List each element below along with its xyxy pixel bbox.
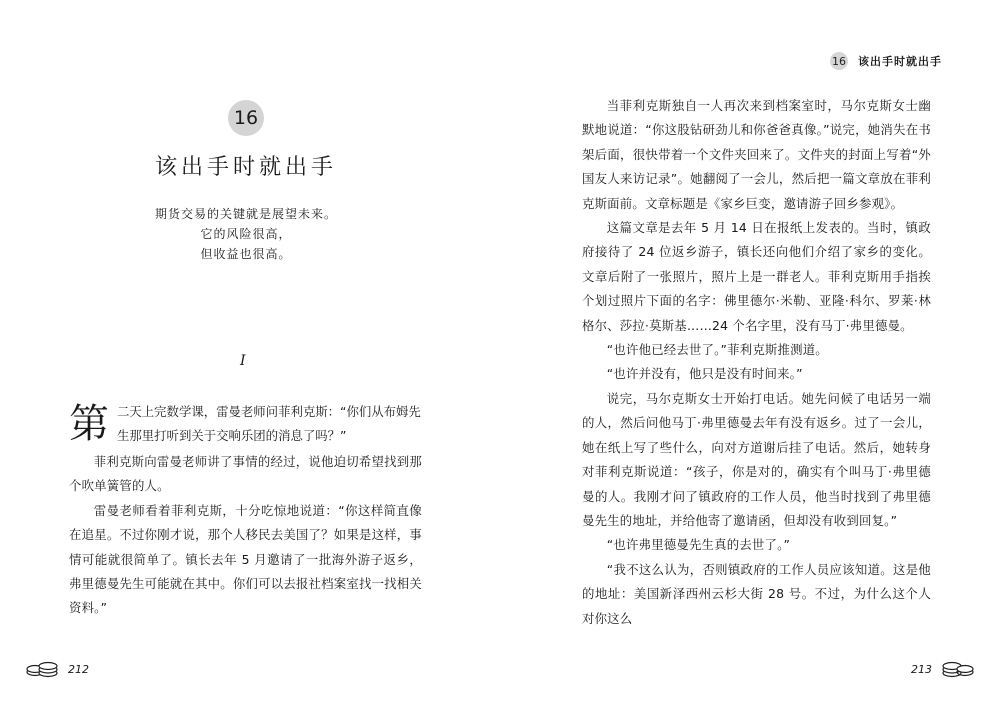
running-header-number: 16	[830, 52, 848, 70]
body-text	[582, 94, 931, 631]
epigraph-line: 期货交易的关键就是展望未来。	[154, 207, 337, 221]
paragraph: 当菲利克斯独自一人再次来到档案室时，马尔克斯女士幽默地说道：“你这股钻研劲儿和你爸爸真像。”说完，她消失在书架后面，很快带着一个文件夹回来了。文件夹的封面上写着“外国友人来访记录”。她翻阅了一会儿，然后把一篇文章放在菲利克斯面前。文章标题是《家乡巨变，邀请游子回乡参观》。	[582, 98, 931, 211]
epigraph-line: 它的风险很高，	[200, 227, 292, 241]
body-text	[69, 450, 422, 621]
paragraph: 菲利克斯向雷曼老师讲了事情的经过，说他迫切希望找到那个吹单簧管的人。	[69, 454, 422, 494]
paragraph: “也许弗里德曼先生真的去世了。”	[606, 537, 791, 553]
chapter-number-badge: 16	[228, 100, 264, 136]
folio	[911, 660, 974, 678]
paragraph: “也许他已经去世了。”菲利克斯推测道。	[606, 342, 828, 358]
running-header-title: 该出手时就出手	[858, 55, 942, 68]
opening-paragraph	[69, 400, 422, 449]
epigraph	[0, 204, 492, 264]
drop-cap: 第	[69, 401, 109, 447]
folio	[26, 660, 89, 678]
paragraph: “也许并没有，他只是没有时间来。”	[606, 366, 803, 382]
paragraph: 雷曼老师看着菲利克斯，十分吃惊地说道：“你这样简直像在追星。不过你刚才说，那个人移民去美国了？如果是这样，事情可能就很简单了。镇长去年 5 月邀请了一批海外游子返乡，弗里德曼先生可能就在其中。你们可以去报社档案室找一找相关资料。”	[69, 502, 422, 616]
paragraph: 说完，马尔克斯女士开始打电话。她先问候了电话另一端的人，然后问他马丁·弗里德曼去年有没有返乡。过了一会儿，她在纸上写了些什么，向对方道谢后挂了电话。然后，她转身对菲利克斯说道：“孩子，你是对的，确实有个叫马丁·弗里德曼的人。我刚才问了镇政府的工作人员，他当时找到了弗里德曼先生的地址，并给他寄了邀请函，但却没有收到回复。”	[582, 390, 931, 528]
paragraph: “我不这么认为，否则镇政府的工作人员应该知道。这是他的地址：美国新泽西州云杉大街 28 号。不过，为什么这个人对你这么	[582, 561, 931, 626]
page-number: 213	[911, 662, 932, 676]
epigraph-line: 但收益也很高。	[200, 247, 292, 261]
paragraph: 这篇文章是去年 5 月 14 日在报纸上发表的。当时，镇政府接待了 24 位返乡游子，镇长还向他们介绍了家乡的变化。文章后附了一张照片，照片上是一群老人。菲利克斯用手指挨个划过照片下面的名字：佛里德尔·米勒、亚隆·科尔、罗莱·林格尔、莎拉·莫斯基……24 个名字里，没有马丁·弗里德曼。	[582, 220, 931, 333]
right-page	[500, 0, 1000, 714]
section-number: I	[240, 353, 246, 369]
chapter-title: 该出手时就出手	[154, 155, 337, 180]
page-number: 212	[68, 662, 89, 676]
opening-text: 二天上完数学课，雷曼老师问菲利克斯：“你们从布姆先生那里打听到关于交响乐团的消息了吗？”	[117, 404, 421, 444]
coin-stack-icon	[26, 660, 60, 678]
running-header	[830, 52, 942, 70]
coin-stack-icon	[940, 660, 974, 678]
